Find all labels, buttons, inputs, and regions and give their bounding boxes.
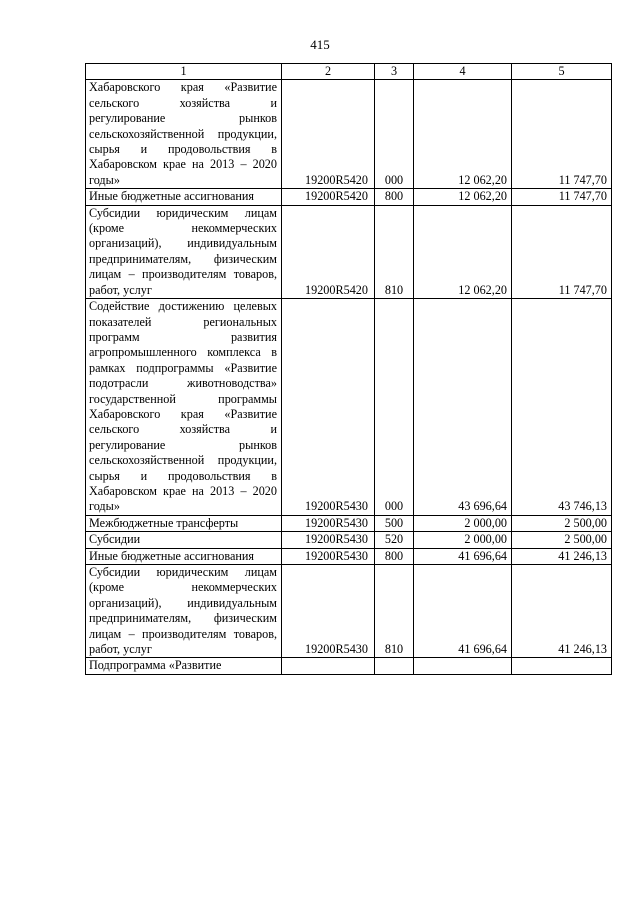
- row-code: 19200R5430: [282, 299, 375, 516]
- row-value-col5: 41 246,13: [512, 565, 612, 658]
- row-value-col4: 43 696,64: [414, 299, 512, 516]
- row-name: Субсидии: [86, 532, 282, 548]
- row-value-col4: 2 000,00: [414, 532, 512, 548]
- table-row: [86, 189, 612, 205]
- header-col-3: 3: [375, 64, 414, 80]
- row-value-col5: 2 500,00: [512, 532, 612, 548]
- row-value-col5: 41 246,13: [512, 548, 612, 564]
- header-col-2: 2: [282, 64, 375, 80]
- row-value-col5: 43 746,13: [512, 299, 612, 516]
- table-row: [86, 658, 612, 674]
- table-row: [86, 515, 612, 531]
- table-row: [86, 548, 612, 564]
- row-value-col4: 41 696,64: [414, 548, 512, 564]
- row-value-col5: 11 747,70: [512, 189, 612, 205]
- row-code: 19200R5420: [282, 205, 375, 298]
- row-type: [375, 658, 414, 674]
- row-value-col4: [414, 658, 512, 674]
- row-type: 520: [375, 532, 414, 548]
- row-type: 000: [375, 299, 414, 516]
- table-row: [86, 565, 612, 658]
- header-col-5: 5: [512, 64, 612, 80]
- row-code: 19200R5430: [282, 548, 375, 564]
- header-col-1: 1: [86, 64, 282, 80]
- row-value-col4: 12 062,20: [414, 205, 512, 298]
- row-name: Иные бюджетные ассигнования: [86, 189, 282, 205]
- budget-table: [85, 63, 612, 675]
- row-code: 19200R5430: [282, 532, 375, 548]
- row-value-col4: 2 000,00: [414, 515, 512, 531]
- row-code: 19200R5430: [282, 565, 375, 658]
- table-row: [86, 205, 612, 298]
- row-type: 500: [375, 515, 414, 531]
- row-type: 800: [375, 548, 414, 564]
- row-value-col4: 12 062,20: [414, 80, 512, 189]
- row-type: 810: [375, 205, 414, 298]
- row-code: 19200R5420: [282, 189, 375, 205]
- page-number: 415: [310, 37, 330, 52]
- table-row: [86, 532, 612, 548]
- row-name: Субсидии юридическим лицам (кроме некоммерческих организаций), индивидуальным предпринимателям, физическим лицам – производителям товаров, работ, услуг: [86, 205, 282, 298]
- row-type: 800: [375, 189, 414, 205]
- row-type: 000: [375, 80, 414, 189]
- row-name: Иные бюджетные ассигнования: [86, 548, 282, 564]
- row-name: Субсидии юридическим лицам (кроме некоммерческих организаций), индивидуальным предпринимателям, физическим лицам – производителям товаров, работ, услуг: [86, 565, 282, 658]
- row-name: Межбюджетные трансферты: [86, 515, 282, 531]
- header-row: [86, 64, 612, 80]
- row-name: Содействие достижению целевых показателей региональных программ развития агропромышленного комплекса в рамках подпрограммы «Развитие подотрасли животноводства» государственной программы Хабаровского края «Развитие сельского хозяйства и регулирование рынков сельскохозяйственной продукции, сырья и продовольствия в Хабаровском крае на 2013 – 2020 годы»: [86, 299, 282, 516]
- row-value-col5: 2 500,00: [512, 515, 612, 531]
- row-value-col4: 41 696,64: [414, 565, 512, 658]
- table-row: [86, 80, 612, 189]
- row-name: Хабаровского края «Развитие сельского хозяйства и регулирование рынков сельскохозяйственной продукции, сырья и продовольствия в Хабаровском крае на 2013 – 2020 годы»: [86, 80, 282, 189]
- row-value-col5: 11 747,70: [512, 80, 612, 189]
- row-value-col5: 11 747,70: [512, 205, 612, 298]
- row-value-col5: [512, 658, 612, 674]
- row-code: 19200R5430: [282, 515, 375, 531]
- row-code: [282, 658, 375, 674]
- row-value-col4: 12 062,20: [414, 189, 512, 205]
- row-name: Подпрограмма «Развитие: [86, 658, 282, 674]
- row-code: 19200R5420: [282, 80, 375, 189]
- header-col-4: 4: [414, 64, 512, 80]
- table-row: [86, 299, 612, 516]
- row-type: 810: [375, 565, 414, 658]
